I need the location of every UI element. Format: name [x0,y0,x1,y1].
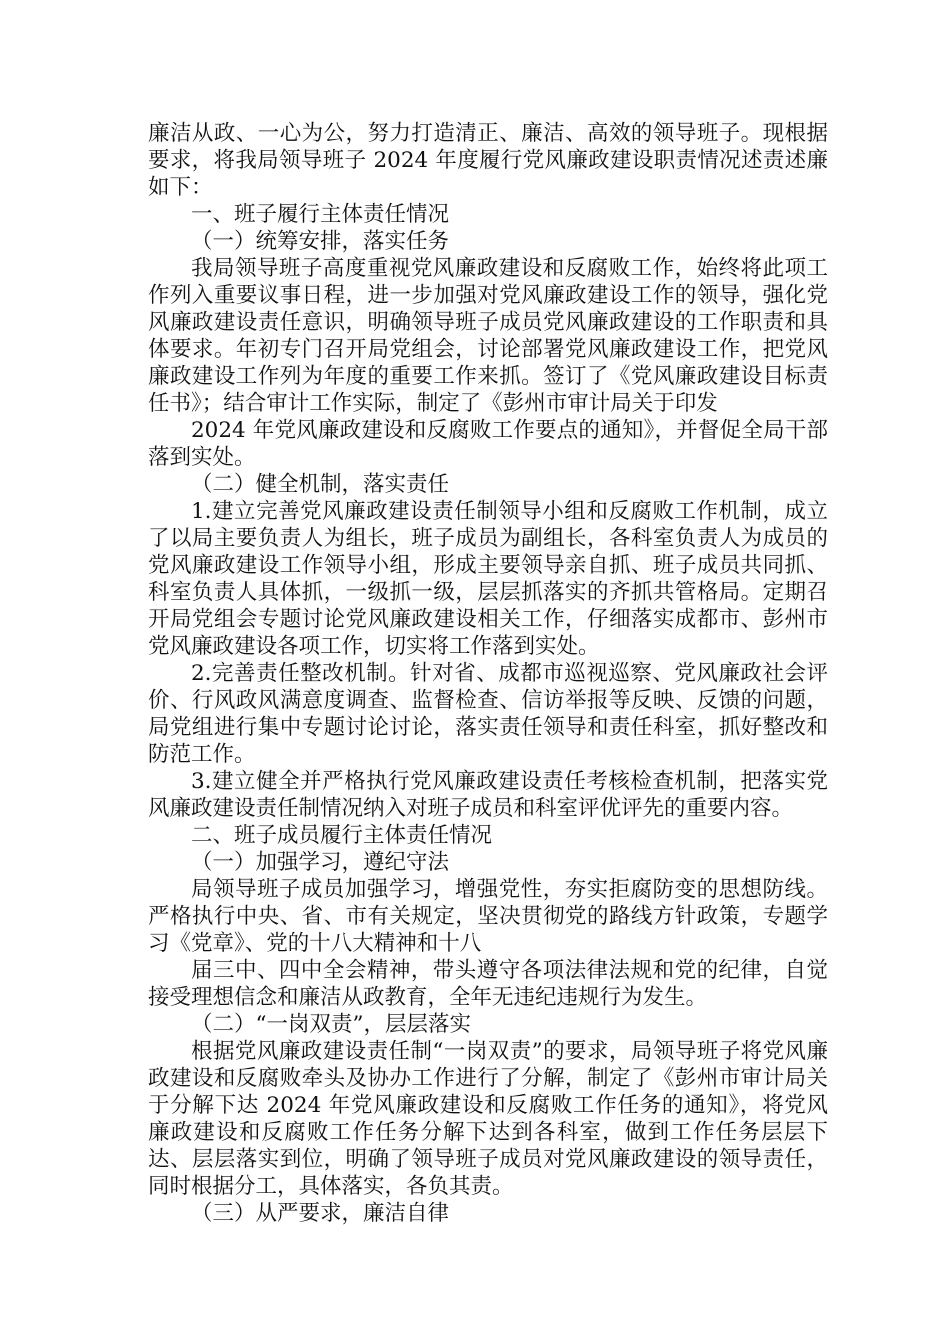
section-heading: 二、班子成员履行主体责任情况 [191,823,493,848]
document-page [148,120,828,1227]
paragraph: 3.建立健全并严格执行党风廉政建设责任考核检查机制，把落实党风廉政建设责任制情况纳入对班子成员和科室评优评先的重要内容。 [148,769,828,821]
subsection-heading: （一）加强学习，遵纪守法 [191,850,450,875]
paragraph: 廉洁从政、一心为公，努力打造清正、廉洁、高效的领导班子。现根据要求，将我局领导班子 2024 年度履行党风廉政建设职责情况述责述廉如下： [148,121,828,200]
paragraph: 我局领导班子高度重视党风廉政建设和反腐败工作，始终将此项工作列入重要议事日程，进一步加强对党风廉政建设工作的领导，强化党风廉政建设责任意识，明确领导班子成员党风廉政建设的工作职责和具体要求。年初专门召开局党组会，讨论部署党风廉政建设工作，把党风廉政建设工作列为年度的重要工作来抓。签订了《党风廉政建设目标责任书》；结合审计工作实际，制定了《彭州市审计局关于印发 [148,256,828,416]
paragraph: 届三中、四中全会精神，带头遵守各项法律法规和党的纪律，自觉接受理想信念和廉洁从政教育，全年无违纪违规行为发生。 [148,958,828,1010]
subsection-heading: （二）健全机制，落实责任 [191,472,450,497]
paragraph: 2024 年党风廉政建设和反腐败工作要点的通知》，并督促全局干部落到实处。 [148,418,828,470]
paragraph: 2.完善责任整改机制。针对省、成都市巡视巡察、党风廉政社会评价、行风政风满意度调查、监督检查、信访举报等反映、反馈的问题，局党组进行集中专题讨论讨论，落实责任领导和责任科室，抓好整改和防范工作。 [148,661,828,767]
paragraph: 根据党风廉政建设责任制“一岗双责”的要求，局领导班子将党风廉政建设和反腐败牵头及协办工作进行了分解，制定了《彭州市审计局关于分解下达 2024 年党风廉政建设和反腐败工作任务的通知》，将党风廉政建设和反腐败工作任务分解下达到各科室，做到工作任务层层下达、层层落实到位，明确了领导班子成员对党风廉政建设的领导责任，同时根据分工，具体落实，各负其责。 [148,1039,828,1199]
paragraph: 局领导班子成员加强学习，增强党性，夯实拒腐防变的思想防线。严格执行中央、省、市有关规定，坚决贯彻党的路线方针政策，专题学习《党章》、党的十八大精神和十八 [148,877,828,956]
section-heading: 一、班子履行主体责任情况 [191,202,450,227]
subsection-heading: （三）从严要求，廉洁自律 [191,1201,450,1226]
subsection-heading: （二）“一岗双责”，层层落实 [191,1012,471,1037]
paragraph: 1.建立完善党风廉政建设责任制领导小组和反腐败工作机制，成立了以局主要负责人为组长，班子成员为副组长，各科室负责人为成员的党风廉政建设工作领导小组，形成主要领导亲自抓、班子成员共同抓、科室负责人具体抓，一级抓一级，层层抓落实的齐抓共管格局。定期召开局党组会专题讨论党风廉政建设相关工作，仔细落实成都市、彭州市党风廉政建设各项工作，切实将工作落到实处。 [148,499,828,659]
subsection-heading: （一）统筹安排，落实任务 [191,229,450,254]
